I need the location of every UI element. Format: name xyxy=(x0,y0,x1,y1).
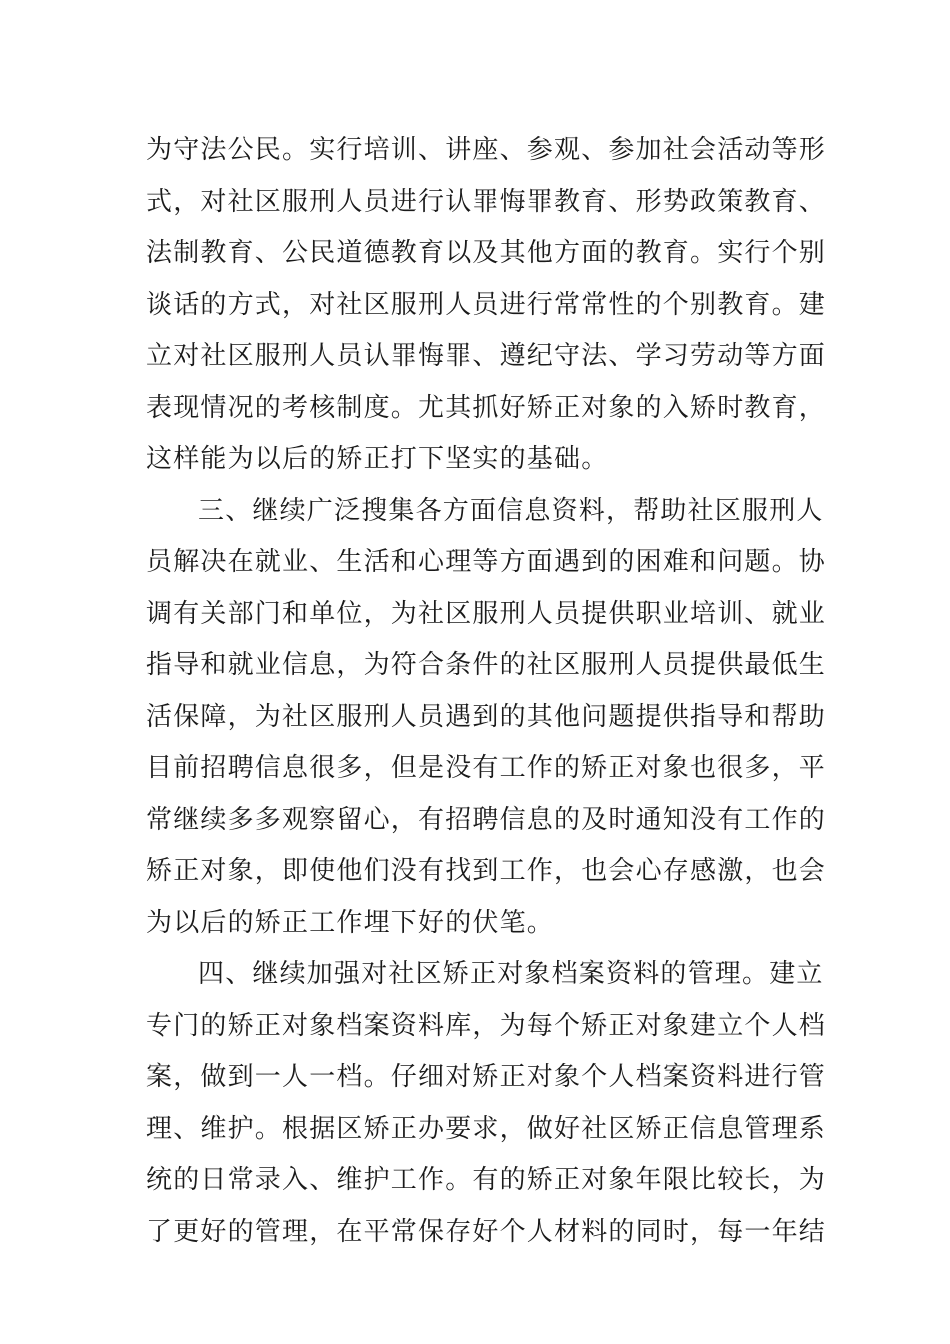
text-line: 为以后的矫正工作埋下好的伏笔。 xyxy=(146,907,555,938)
text-line: 常继续多多观察留心，有招聘信息的及时通知没有工作的 xyxy=(146,804,827,835)
text-line: 专门的矫正对象档案资料库，为每个矫正对象建立个人档 xyxy=(146,1010,827,1041)
text-line: 矫正对象，即使他们没有找到工作，也会心存感激，也会 xyxy=(146,856,827,886)
text-line: 调有关部门和单位，为社区服刑人员提供职业培训、就业 xyxy=(146,598,827,629)
paragraph-start-line: 三、继续广泛搜集各方面信息资料，帮助社区服刑人 xyxy=(198,495,824,526)
text-line: 谈话的方式，对社区服刑人员进行常常性的个别教育。建 xyxy=(146,289,827,320)
text-line: 目前招聘信息很多，但是没有工作的矫正对象也很多，平 xyxy=(146,753,827,783)
document-body xyxy=(146,125,826,1258)
text-line: 立对社区服刑人员认罪悔罪、遵纪守法、学习劳动等方面 xyxy=(146,341,827,371)
text-line: 活保障，为社区服刑人员遇到的其他问题提供指导和帮助 xyxy=(146,701,827,732)
text-line: 式，对社区服刑人员进行认罪悔罪教育、形势政策教育、 xyxy=(146,186,827,217)
text-line: 案，做到一人一档。仔细对矫正对象个人档案资料进行管 xyxy=(146,1062,827,1092)
text-line: 法制教育、公民道德教育以及其他方面的教育。实行个别 xyxy=(146,238,827,268)
text-line: 这样能为以后的矫正打下坚实的基础。 xyxy=(146,444,609,474)
text-line: 了更好的管理，在平常保存好个人材料的同时，每一年结 xyxy=(146,1216,827,1247)
text-line: 为守法公民。实行培训、讲座、参观、参加社会活动等形 xyxy=(146,135,827,165)
text-line: 统的日常录入、维护工作。有的矫正对象年限比较长，为 xyxy=(146,1165,827,1195)
text-line: 员解决在就业、生活和心理等方面遇到的困难和问题。协 xyxy=(146,547,827,577)
text-line: 表现情况的考核制度。尤其抓好矫正对象的入矫时教育， xyxy=(146,392,827,423)
text-line: 理、维护。根据区矫正办要求，做好社区矫正信息管理系 xyxy=(146,1113,827,1144)
text-line: 指导和就业信息，为符合条件的社区服刑人员提供最低生 xyxy=(146,650,827,680)
paragraph-start-line: 四、继续加强对社区矫正对象档案资料的管理。建立 xyxy=(198,959,824,989)
